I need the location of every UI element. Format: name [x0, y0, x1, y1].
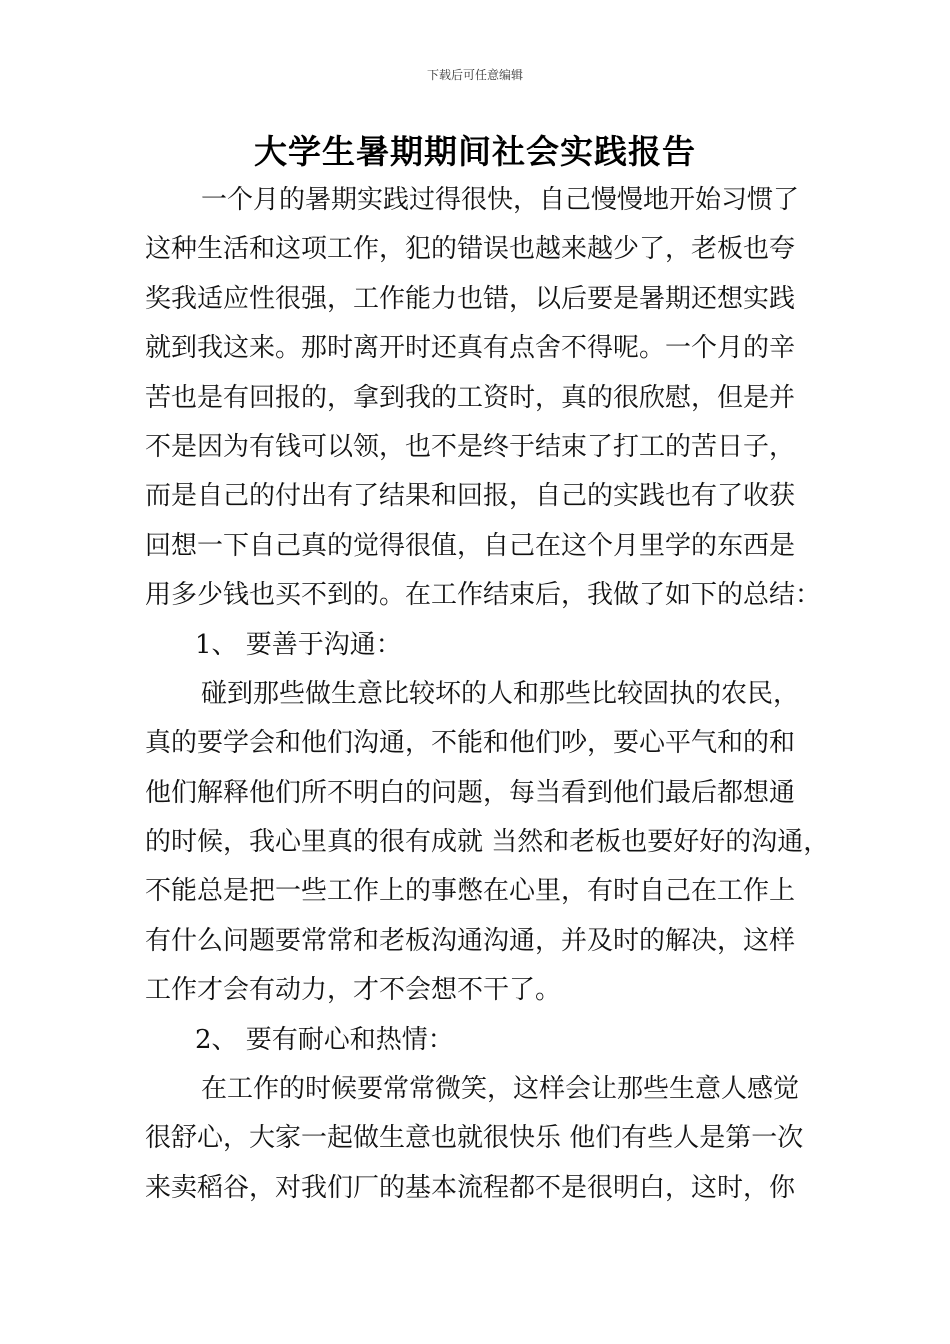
paragraph-line: 工作才会有动力，才不会想不干了。	[145, 975, 562, 1006]
document-title: 大学生暑期期间社会实践报告	[254, 132, 696, 171]
paragraph-line: 不能总是把一些工作上的事憋在心里，有时自己在工作上	[145, 876, 796, 907]
paragraph-line: 在工作的时候要常常微笑，这样会让那些生意人感觉	[201, 1074, 800, 1105]
paragraph-line: 不是因为有钱可以领，也不是终于结束了打工的苦日子，	[145, 431, 796, 462]
body-text	[145, 176, 830, 1213]
paragraph-line: 有什么问题要常常和老板沟通沟通，并及时的解决，这样	[145, 925, 796, 956]
paragraph-line: 的时候，我心里真的很有成就 当然和老板也要好好的沟通，	[145, 827, 830, 858]
paragraph-line: 一个月的暑期实践过得很快，自己慢慢地开始习惯了	[201, 185, 800, 215]
paragraph-line: 苦也是有回报的，拿到我的工资时，真的很欣慰，但是并	[145, 382, 796, 413]
paragraph-line: 用多少钱也买不到的。在工作结束后，我做了如下的总结：	[145, 580, 822, 611]
paragraph-line: 奖我适应性很强，工作能力也错，以后要是暑期还想实践	[145, 283, 796, 314]
paragraph-line: 他们解释他们所不明白的问题，每当看到他们最后都想通	[145, 777, 796, 808]
paragraph-line: 碰到那些做生意比较坏的人和那些比较固执的农民，	[201, 678, 800, 709]
section-heading: 1、 要善于沟通：	[195, 629, 402, 660]
paragraph-line: 就到我这来。那时离开时还真有点舍不得呢。一个月的辛	[145, 333, 796, 364]
paragraph-line: 这种生活和这项工作，犯的错误也越来越少了，老板也夸	[145, 234, 796, 265]
paragraph-line: 而是自己的付出有了结果和回报，自己的实践也有了收获	[145, 481, 796, 512]
paragraph-line: 来卖稻谷，对我们厂的基本流程都不是很明白，这时，你	[145, 1172, 796, 1203]
paragraph-line: 回想一下自己真的觉得很值，自己在这个月里学的东西是	[145, 530, 796, 561]
paragraph-line: 真的要学会和他们沟通，不能和他们吵，要心平气和的和	[145, 728, 796, 759]
header-note: 下载后可任意编辑	[426, 68, 523, 82]
paragraph-line: 很舒心，大家一起做生意也就很快乐 他们有些人是第一次	[145, 1123, 804, 1154]
section-heading: 2、 要有耐心和热情：	[195, 1024, 454, 1055]
